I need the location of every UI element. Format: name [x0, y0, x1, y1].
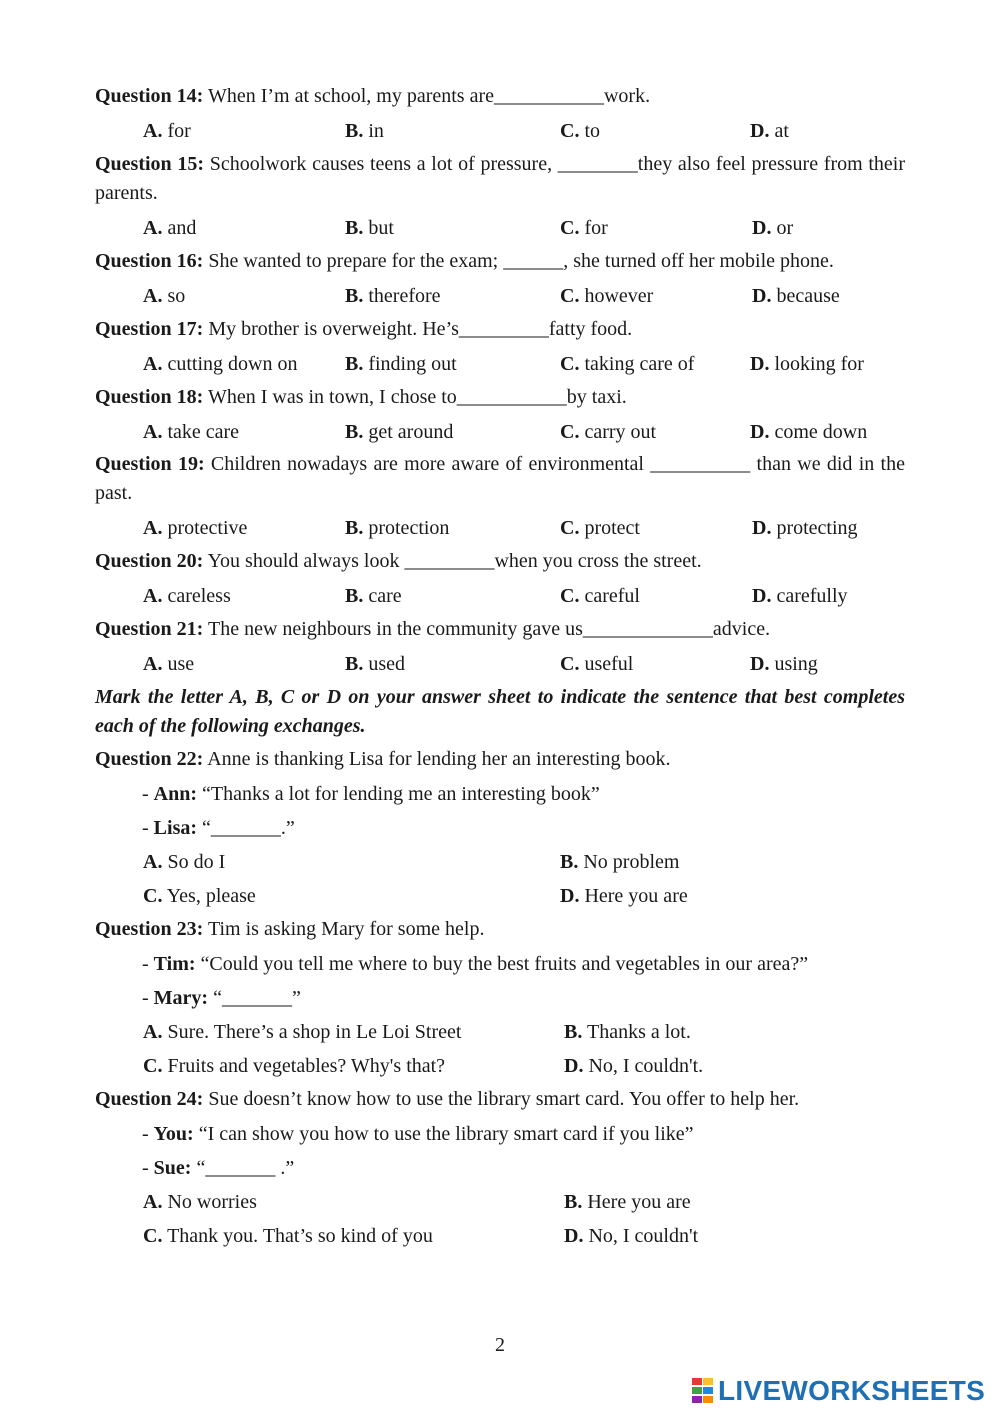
option-b[interactable]: B. Thanks a lot.	[564, 1021, 691, 1043]
option-d[interactable]: D. carefully	[752, 585, 848, 607]
question-label: Question 17:	[95, 318, 204, 340]
option-c[interactable]: C. protect	[560, 517, 640, 539]
option-d[interactable]: D. protecting	[752, 517, 858, 539]
speaker-name: Ann:	[153, 783, 198, 805]
option-b[interactable]: B. care	[345, 585, 402, 607]
question-text: The new neighbours in the community gave us_____________advice.	[203, 618, 771, 640]
option-a[interactable]: A. cutting down on	[143, 353, 298, 375]
option-d[interactable]: D. No, I couldn't.	[564, 1055, 704, 1077]
question-16	[95, 247, 905, 276]
option-c[interactable]: C. Yes, please	[143, 885, 256, 907]
dialogue-line: - Sue: “_______ .”	[142, 1157, 295, 1179]
option-a[interactable]: A. So do I	[143, 851, 226, 873]
option-a[interactable]: A. careless	[143, 585, 231, 607]
option-b[interactable]: B. used	[345, 653, 406, 675]
question-label: Question 18:	[95, 386, 204, 408]
question-19	[95, 450, 905, 508]
option-a[interactable]: A. protective	[143, 517, 248, 539]
option-d[interactable]: D. come down	[750, 421, 868, 443]
option-d[interactable]: D. looking for	[750, 353, 864, 375]
option-c[interactable]: C. however	[560, 285, 654, 307]
dialogue-line: - You: “I can show you how to use the library smart card if you like”	[142, 1123, 694, 1145]
option-c[interactable]: C. Thank you. That’s so kind of you	[143, 1225, 433, 1247]
question-text: When I’m at school, my parents are___________work.	[203, 85, 651, 107]
question-22	[95, 745, 905, 774]
question-text: Tim is asking Mary for some help.	[203, 918, 485, 940]
option-a[interactable]: A. use	[143, 653, 195, 675]
options-22-row2	[0, 881, 1000, 911]
option-a[interactable]: A. and	[143, 217, 197, 239]
option-a[interactable]: A. for	[143, 120, 191, 142]
question-text: Anne is thanking Lisa for lending her an interesting book.	[203, 748, 671, 770]
question-text: My brother is overweight. He’s_________fatty food.	[203, 318, 633, 340]
options-17	[0, 349, 1000, 379]
speaker-name: Mary:	[153, 987, 209, 1009]
liveworksheets-logo	[692, 1374, 985, 1408]
option-a[interactable]: A. No worries	[143, 1191, 257, 1213]
dialogue-line: - Ann: “Thanks a lot for lending me an interesting book”	[142, 783, 600, 805]
options-18	[0, 417, 1000, 447]
speaker-name: You:	[153, 1123, 194, 1145]
speaker-name: Tim:	[153, 953, 196, 975]
options-14	[0, 116, 1000, 146]
dialogue-line: - Lisa: “_______.”	[142, 817, 295, 839]
question-text: When I was in town, I chose to___________by taxi.	[203, 386, 627, 408]
liveworksheets-icon	[692, 1376, 714, 1406]
options-15	[0, 213, 1000, 243]
question-label: Question 14:	[95, 85, 204, 107]
option-a[interactable]: A. Sure. There’s a shop in Le Loi Street	[143, 1021, 462, 1043]
options-19	[0, 513, 1000, 543]
question-text: She wanted to prepare for the exam; ______, she turned off her mobile phone.	[203, 250, 834, 272]
question-label: Question 20:	[95, 550, 204, 572]
option-a[interactable]: A. so	[143, 285, 186, 307]
question-text: Children nowadays are more aware of environmental __________ than we did in the past.	[95, 453, 905, 504]
question-text: Sue doesn’t know how to use the library smart card. You offer to help her.	[203, 1088, 800, 1110]
question-label: Question 15:	[95, 153, 205, 175]
option-d[interactable]: D. using	[750, 653, 818, 675]
option-b[interactable]: B. therefore	[345, 285, 441, 307]
section-instruction: Mark the letter A, B, C or D on your answer sheet to indicate the sentence that best completes each of the following exchanges.	[95, 686, 905, 737]
question-label: Question 23:	[95, 918, 204, 940]
speaker-name: Sue:	[153, 1157, 192, 1179]
option-d[interactable]: D. or	[752, 217, 794, 239]
option-c[interactable]: C. for	[560, 217, 608, 239]
question-text: Schoolwork causes teens a lot of pressure, ________they also feel pressure from their parents.	[95, 153, 905, 204]
option-c[interactable]: C. taking care of	[560, 353, 695, 375]
option-b[interactable]: B. in	[345, 120, 384, 142]
question-label: Question 24:	[95, 1088, 204, 1110]
question-label: Question 16:	[95, 250, 204, 272]
options-24-row1	[0, 1187, 1000, 1217]
question-20	[95, 547, 905, 576]
question-17	[95, 315, 905, 344]
options-20	[0, 581, 1000, 611]
options-24-row2	[0, 1221, 1000, 1251]
option-d[interactable]: D. at	[750, 120, 789, 142]
option-c[interactable]: C. to	[560, 120, 601, 142]
option-d[interactable]: D. Here you are	[560, 885, 688, 907]
options-23-row2	[0, 1051, 1000, 1081]
options-21	[0, 649, 1000, 679]
option-b[interactable]: B. No problem	[560, 851, 680, 873]
options-22-row1	[0, 847, 1000, 877]
question-18	[95, 383, 905, 412]
question-24	[95, 1085, 905, 1114]
dialogue-line: - Mary: “_______”	[142, 987, 301, 1009]
logo-text: LIVEWORKSHEETS	[718, 1375, 986, 1406]
option-c[interactable]: C. Fruits and vegetables? Why's that?	[143, 1055, 446, 1077]
question-text: You should always look _________when you cross the street.	[203, 550, 702, 572]
question-21	[95, 615, 905, 644]
question-label: Question 22:	[95, 748, 204, 770]
option-c[interactable]: C. useful	[560, 653, 634, 675]
question-14	[95, 82, 905, 111]
option-d[interactable]: D. because	[752, 285, 840, 307]
option-c[interactable]: C. carry out	[560, 421, 657, 443]
question-15	[95, 150, 905, 208]
option-b[interactable]: B. Here you are	[564, 1191, 691, 1213]
option-b[interactable]: B. finding out	[345, 353, 457, 375]
page-number: 2	[495, 1334, 505, 1356]
question-label: Question 21:	[95, 618, 204, 640]
dialogue-line: - Tim: “Could you tell me where to buy the best fruits and vegetables in our area?”	[142, 953, 809, 975]
option-b[interactable]: B. protection	[345, 517, 450, 539]
options-16	[0, 281, 1000, 311]
options-23-row1	[0, 1017, 1000, 1047]
option-b[interactable]: B. but	[345, 217, 394, 239]
option-b[interactable]: B. get around	[345, 421, 454, 443]
question-label: Question 19:	[95, 453, 205, 475]
question-23	[95, 915, 905, 944]
option-c[interactable]: C. careful	[560, 585, 640, 607]
option-d[interactable]: D. No, I couldn't	[564, 1225, 699, 1247]
option-a[interactable]: A. take care	[143, 421, 240, 443]
speaker-name: Lisa:	[153, 817, 198, 839]
